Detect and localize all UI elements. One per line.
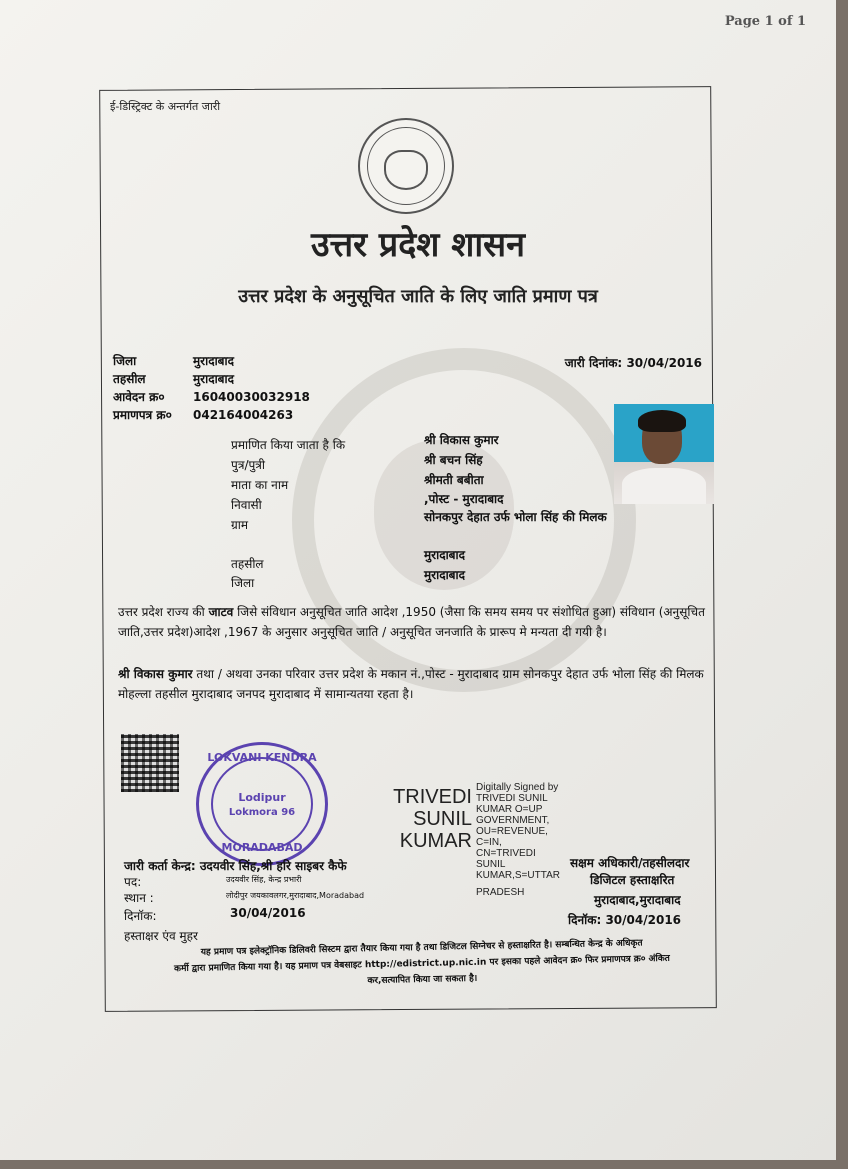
- header-note: ई-डिस्ट्रिक्ट के अन्तर्गत जारी: [110, 100, 221, 113]
- issuer-post-value: उदयवीर सिंह, केन्द्र प्रभारी: [226, 875, 302, 884]
- authority-date: दिनॉक: 30/04/2016: [568, 913, 682, 927]
- caste-paragraph: उत्तर प्रदेश राज्य की जाटव जिसे संविधान अनुसूचित जाति आदेश ,1950 (जैसा कि समय समय पर संशोधित हुआ) संविधान (अनुसूचित जाति,उत्तर प्रदेश)आदेश ,1967 के अनुसार अनुसूचित जाति / अनुसूचित जनजाति के प्रारूप मे मन्यता दी गयी है।: [118, 605, 705, 639]
- certificate-number: 042164004263: [193, 408, 294, 422]
- detail-value-1: श्री बचन सिंह: [424, 453, 483, 467]
- detail-label-3: निवासी: [231, 498, 262, 512]
- certificate-title: उत्तर प्रदेश के अनुसूचित जाति के लिए जाति प्रमाण पत्र: [238, 286, 598, 307]
- issuer-centre: जारी कर्ता केन्द्र: उदयवीर सिंह,श्री हरि साइबर कैफे: [124, 859, 347, 873]
- issuer-place-label: स्थान :: [124, 891, 154, 905]
- lokvani-stamp: [196, 742, 328, 866]
- meta-block: [113, 352, 310, 424]
- digital-signature-details: Digitally Signed by TRIVEDI SUNIL KUMAR O=UP GOVERNMENT, OU=REVENUE, C=IN, CN=TRIVEDI SUNIL KUMAR,S=UTTAR PRADESH: [476, 782, 560, 898]
- certificate-label: प्रमाणपत्र क्र०: [113, 408, 172, 422]
- district-value: मुरादाबाद: [193, 354, 235, 368]
- issue-date: [565, 354, 702, 371]
- residence-paragraph: श्री विकास कुमार तथा / अथवा उनका परिवार उत्तर प्रदेश के मकान नं.,पोस्ट - मुरादाबाद ग्राम सोनकपुर देहात उर्फ भोला सिंह की मिलक मोहल्ला तहसील मुरादाबाद जनपद मुरादाबाद में सामान्यतया रहता है।: [118, 667, 704, 701]
- detail-label-0: प्रमाणित किया जाता है कि: [231, 438, 346, 452]
- stamp-top-text: LOKVANI KENDRA: [207, 751, 317, 764]
- detail-value-5: मुरादाबाद: [424, 548, 466, 562]
- detail-value-4: सोनकपुर देहात उर्फ भोला सिंह की मिलक: [424, 510, 607, 524]
- authority-line-1: सक्षम अधिकारी/तहसीलदार: [570, 856, 690, 870]
- application-label: आवेदन क्र०: [113, 390, 165, 404]
- detail-label-5: तहसील: [231, 557, 264, 571]
- stamp-bottom-text: MORADABAD: [221, 841, 303, 854]
- footer-note: यह प्रमाण पत्र इलेक्ट्रॉनिक डिलिवरी सिस्टम द्वारा तैयार किया गया है तथा डिजिटल सिग्नेचर से हस्ताक्षरित है। सम्बन्धित केन्द्र के अधिकृत कर्मी द्वारा प्रमाणित किया गया है। यह प्रमाण पत्र वेबसाइट http://edistrict.up.nic.in पर इसका पहले आवेदन क्र० फिर प्रमाणपत्र क्र० अंकित कर,सत्यापित किया जा सकता है।: [174, 938, 670, 987]
- applicant-name: श्री विकास कुमार: [118, 667, 193, 681]
- tehsil-label: तहसील: [113, 372, 146, 386]
- issuer-sign-label: हस्ताक्षर एंव मुहर: [124, 929, 198, 943]
- stamp-mid-text-2: Lokmora 96: [228, 807, 296, 818]
- caste-name: जाटव: [208, 605, 234, 619]
- detail-label-4: ग्राम: [231, 518, 249, 532]
- detail-label-6: जिला: [231, 576, 255, 590]
- digital-signature-name: TRIVEDI SUNIL KUMAR: [393, 786, 472, 852]
- tehsil-value: मुरादाबाद: [193, 372, 235, 386]
- issuer-place-value: लोदीपुर जयकावलगर,मुरादाबाद,Moradabad: [226, 891, 365, 900]
- detail-value-2: श्रीमती बबीता: [424, 473, 484, 487]
- district-label: जिला: [113, 354, 137, 368]
- detail-value-0: श्री विकास कुमार: [424, 433, 499, 447]
- issue-date-label: जारी दिनांक:: [564, 356, 623, 370]
- issue-date-value: 30/04/2016: [626, 356, 702, 370]
- up-emblem-icon: [358, 118, 454, 214]
- page-number: Page 1 of 1: [724, 14, 806, 29]
- qr-code: [121, 734, 179, 792]
- application-number: 16040030032918: [193, 390, 310, 404]
- authority-line-3: मुरादाबाद,मुरादाबाद: [594, 893, 681, 907]
- stamp-mid-text: Lodipur: [238, 791, 286, 804]
- applicant-photo: [614, 404, 714, 504]
- issuer-date: 30/04/2016: [230, 906, 306, 920]
- detail-value-3: ,पोस्ट - मुरादाबाद: [424, 492, 504, 506]
- detail-label-1: पुत्र/पुत्री: [231, 458, 266, 472]
- detail-label-2: माता का नाम: [231, 478, 289, 492]
- page-title: उत्तर प्रदेश शासन: [310, 225, 525, 265]
- authority-line-2: डिजिटल हस्ताक्षरित: [590, 873, 675, 887]
- detail-value-6: मुरादाबाद: [424, 568, 466, 582]
- issuer-date-label: दिनॉक:: [124, 909, 157, 923]
- issuer-post-label: पद:: [124, 875, 142, 889]
